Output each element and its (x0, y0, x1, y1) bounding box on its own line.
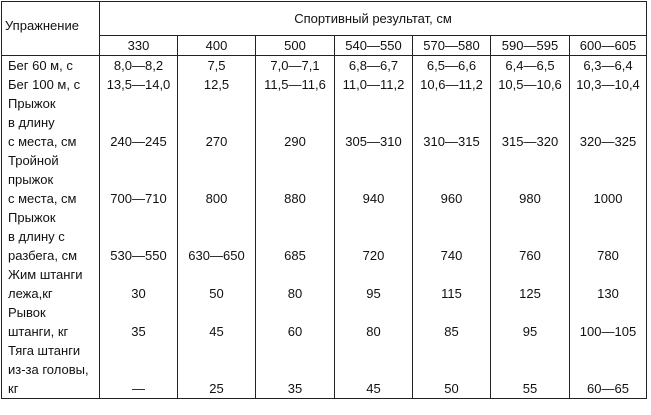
result-value: — (132, 381, 145, 396)
result-value: 80 (287, 286, 303, 301)
result-cell (178, 341, 256, 399)
result-cell (100, 265, 178, 303)
exercise-name (2, 265, 100, 303)
table-row (2, 208, 647, 265)
result-cell (256, 56, 335, 76)
exercise-name-line: Жим штанги (8, 267, 83, 282)
result-value: 6,3—6,4 (583, 58, 633, 73)
result-value: 12,5 (203, 77, 230, 92)
result-cell (178, 94, 256, 151)
results-table (1, 1, 647, 399)
result-value: 800 (205, 191, 228, 206)
exercise-name (2, 341, 100, 399)
result-cell (491, 75, 570, 94)
result-cell (100, 94, 178, 151)
column-header: 570—580 (413, 36, 491, 56)
result-cell (491, 265, 570, 303)
result-cell (256, 75, 335, 94)
result-value: 60 (287, 324, 303, 339)
table-row (2, 75, 647, 94)
result-cell (256, 341, 335, 399)
result-cell (335, 341, 413, 399)
result-value: 315—320 (501, 134, 559, 149)
exercise-name-line: с места, см (8, 134, 77, 149)
result-value: 11,5—11,6 (264, 77, 326, 92)
table-row (2, 56, 647, 76)
result-value: 1000 (593, 191, 623, 206)
result-cell (491, 151, 570, 208)
exercise-name-line: Прыжок (8, 210, 56, 225)
result-value: 700—710 (110, 191, 167, 206)
result-cell (570, 265, 647, 303)
result-value: 80 (366, 324, 381, 339)
result-cell (100, 56, 178, 76)
result-value: 7,0—7,1 (270, 58, 320, 73)
result-value: 85 (444, 324, 459, 339)
result-cell (178, 56, 256, 76)
result-value: 630—650 (188, 248, 245, 263)
result-value: 305—310 (345, 134, 402, 149)
result-value: 530—550 (110, 248, 167, 263)
result-value: 115 (441, 286, 462, 301)
result-header: Спортивный результат, см (100, 2, 647, 36)
table-row (2, 265, 647, 303)
exercise-name (2, 208, 100, 265)
result-cell (100, 303, 178, 341)
exercise-name (2, 94, 100, 151)
result-value: 55 (522, 381, 538, 396)
result-cell (335, 94, 413, 151)
result-value: 100—105 (579, 324, 637, 339)
column-header: 500 (256, 36, 335, 56)
exercise-name-line: Прыжок (8, 96, 56, 111)
result-cell (413, 75, 491, 94)
exercise-name-line: Тройной (8, 153, 59, 168)
result-cell (256, 265, 335, 303)
result-cell (256, 151, 335, 208)
result-cell (570, 56, 647, 76)
result-value: 10,3—10,4 (576, 77, 640, 92)
result-value: 45 (366, 381, 381, 396)
result-cell (178, 151, 256, 208)
exercise-name-line: прыжок (8, 172, 54, 187)
results-table-wrapper (1, 1, 647, 399)
result-cell (491, 303, 570, 341)
result-cell (570, 151, 647, 208)
result-value: 760 (519, 248, 541, 263)
exercise-name (2, 151, 100, 208)
result-value: 30 (131, 286, 146, 301)
column-header: 330 (100, 36, 178, 56)
result-value: 6,8—6,7 (348, 58, 399, 73)
result-cell (413, 265, 491, 303)
exercise-name-line: из-за головы, (8, 362, 89, 377)
result-cell (570, 94, 647, 151)
result-value: 780 (597, 248, 619, 263)
result-value: 45 (209, 324, 224, 339)
result-value: 740 (440, 248, 463, 263)
result-cell (491, 208, 570, 265)
result-cell (335, 265, 413, 303)
result-value: 270 (205, 134, 228, 149)
result-value: 940 (362, 191, 385, 206)
result-value: 310—315 (423, 134, 480, 149)
result-value: 50 (444, 381, 459, 396)
result-cell (570, 303, 647, 341)
table-body (2, 56, 647, 399)
result-value: 240—245 (110, 134, 167, 149)
exercise-header: Упражнение (2, 2, 100, 56)
result-cell (178, 75, 256, 94)
result-cell (491, 56, 570, 76)
result-value: 6,5—6,6 (426, 58, 477, 73)
result-cell (256, 208, 335, 265)
table-row (2, 94, 647, 151)
result-value: 130 (597, 286, 619, 301)
result-value: 50 (209, 286, 224, 301)
exercise-name (2, 75, 100, 94)
result-cell (100, 341, 178, 399)
result-cell (100, 208, 178, 265)
exercise-name-line: Тяга штанги (8, 343, 81, 358)
result-cell (100, 151, 178, 208)
result-value: 95 (522, 324, 538, 339)
exercise-name-line: штанги, кг (8, 324, 69, 339)
result-value: 7,5 (207, 58, 226, 73)
column-header: 590—595 (491, 36, 570, 56)
result-value: 880 (284, 191, 306, 206)
result-cell (178, 265, 256, 303)
exercise-name-line: лежа,кг (8, 286, 53, 301)
exercise-name-line: Бег 60 м, с (8, 58, 73, 73)
result-value: 125 (519, 286, 541, 301)
result-cell (256, 94, 335, 151)
result-value: 980 (519, 191, 541, 206)
result-value: 25 (209, 381, 224, 396)
result-cell (570, 75, 647, 94)
result-cell (256, 303, 335, 341)
result-value: 685 (284, 248, 306, 263)
result-cell (413, 56, 491, 76)
result-cell (335, 151, 413, 208)
result-value: 6,4—6,5 (505, 58, 555, 73)
exercise-name-line: с места, см (8, 191, 77, 206)
result-cell (335, 303, 413, 341)
result-value: 95 (366, 286, 381, 301)
table-row (2, 151, 647, 208)
exercise-name-line: Бег 100 м, с (8, 77, 81, 92)
result-value: 320—325 (579, 134, 637, 149)
exercise-name-line: кг (8, 381, 19, 396)
result-cell (570, 341, 647, 399)
result-cell (100, 75, 178, 94)
result-cell (413, 94, 491, 151)
result-cell (178, 208, 256, 265)
result-value: 60—65 (587, 381, 629, 396)
result-value: 13,5—14,0 (106, 77, 171, 92)
result-cell (178, 303, 256, 341)
exercise-name-line: в длину с (8, 229, 65, 244)
result-value: 35 (287, 381, 303, 396)
exercise-name-line: разбега, см (8, 248, 78, 263)
exercise-name-line: в длину (8, 115, 55, 130)
result-value: 290 (284, 134, 306, 149)
result-value: 11,0—11,2 (342, 77, 405, 92)
result-cell (335, 56, 413, 76)
exercise-name-line: Рывок (8, 305, 46, 320)
table-row (2, 341, 647, 399)
result-value: 10,6—11,2 (420, 77, 483, 92)
result-value: 35 (131, 324, 146, 339)
result-value: 10,5—10,6 (498, 77, 562, 92)
result-cell (570, 208, 647, 265)
table-row (2, 303, 647, 341)
column-header: 600—605 (570, 36, 647, 56)
result-cell (413, 303, 491, 341)
column-header: 400 (178, 36, 256, 56)
result-cell (335, 208, 413, 265)
exercise-name (2, 303, 100, 341)
result-cell (491, 94, 570, 151)
result-cell (413, 208, 491, 265)
result-value: 960 (440, 191, 463, 206)
exercise-name (2, 56, 100, 76)
result-value: 8,0—8,2 (113, 58, 164, 73)
result-value: 720 (362, 248, 385, 263)
result-cell (335, 75, 413, 94)
result-cell (413, 341, 491, 399)
result-cell (491, 341, 570, 399)
column-header: 540—550 (335, 36, 413, 56)
result-cell (413, 151, 491, 208)
